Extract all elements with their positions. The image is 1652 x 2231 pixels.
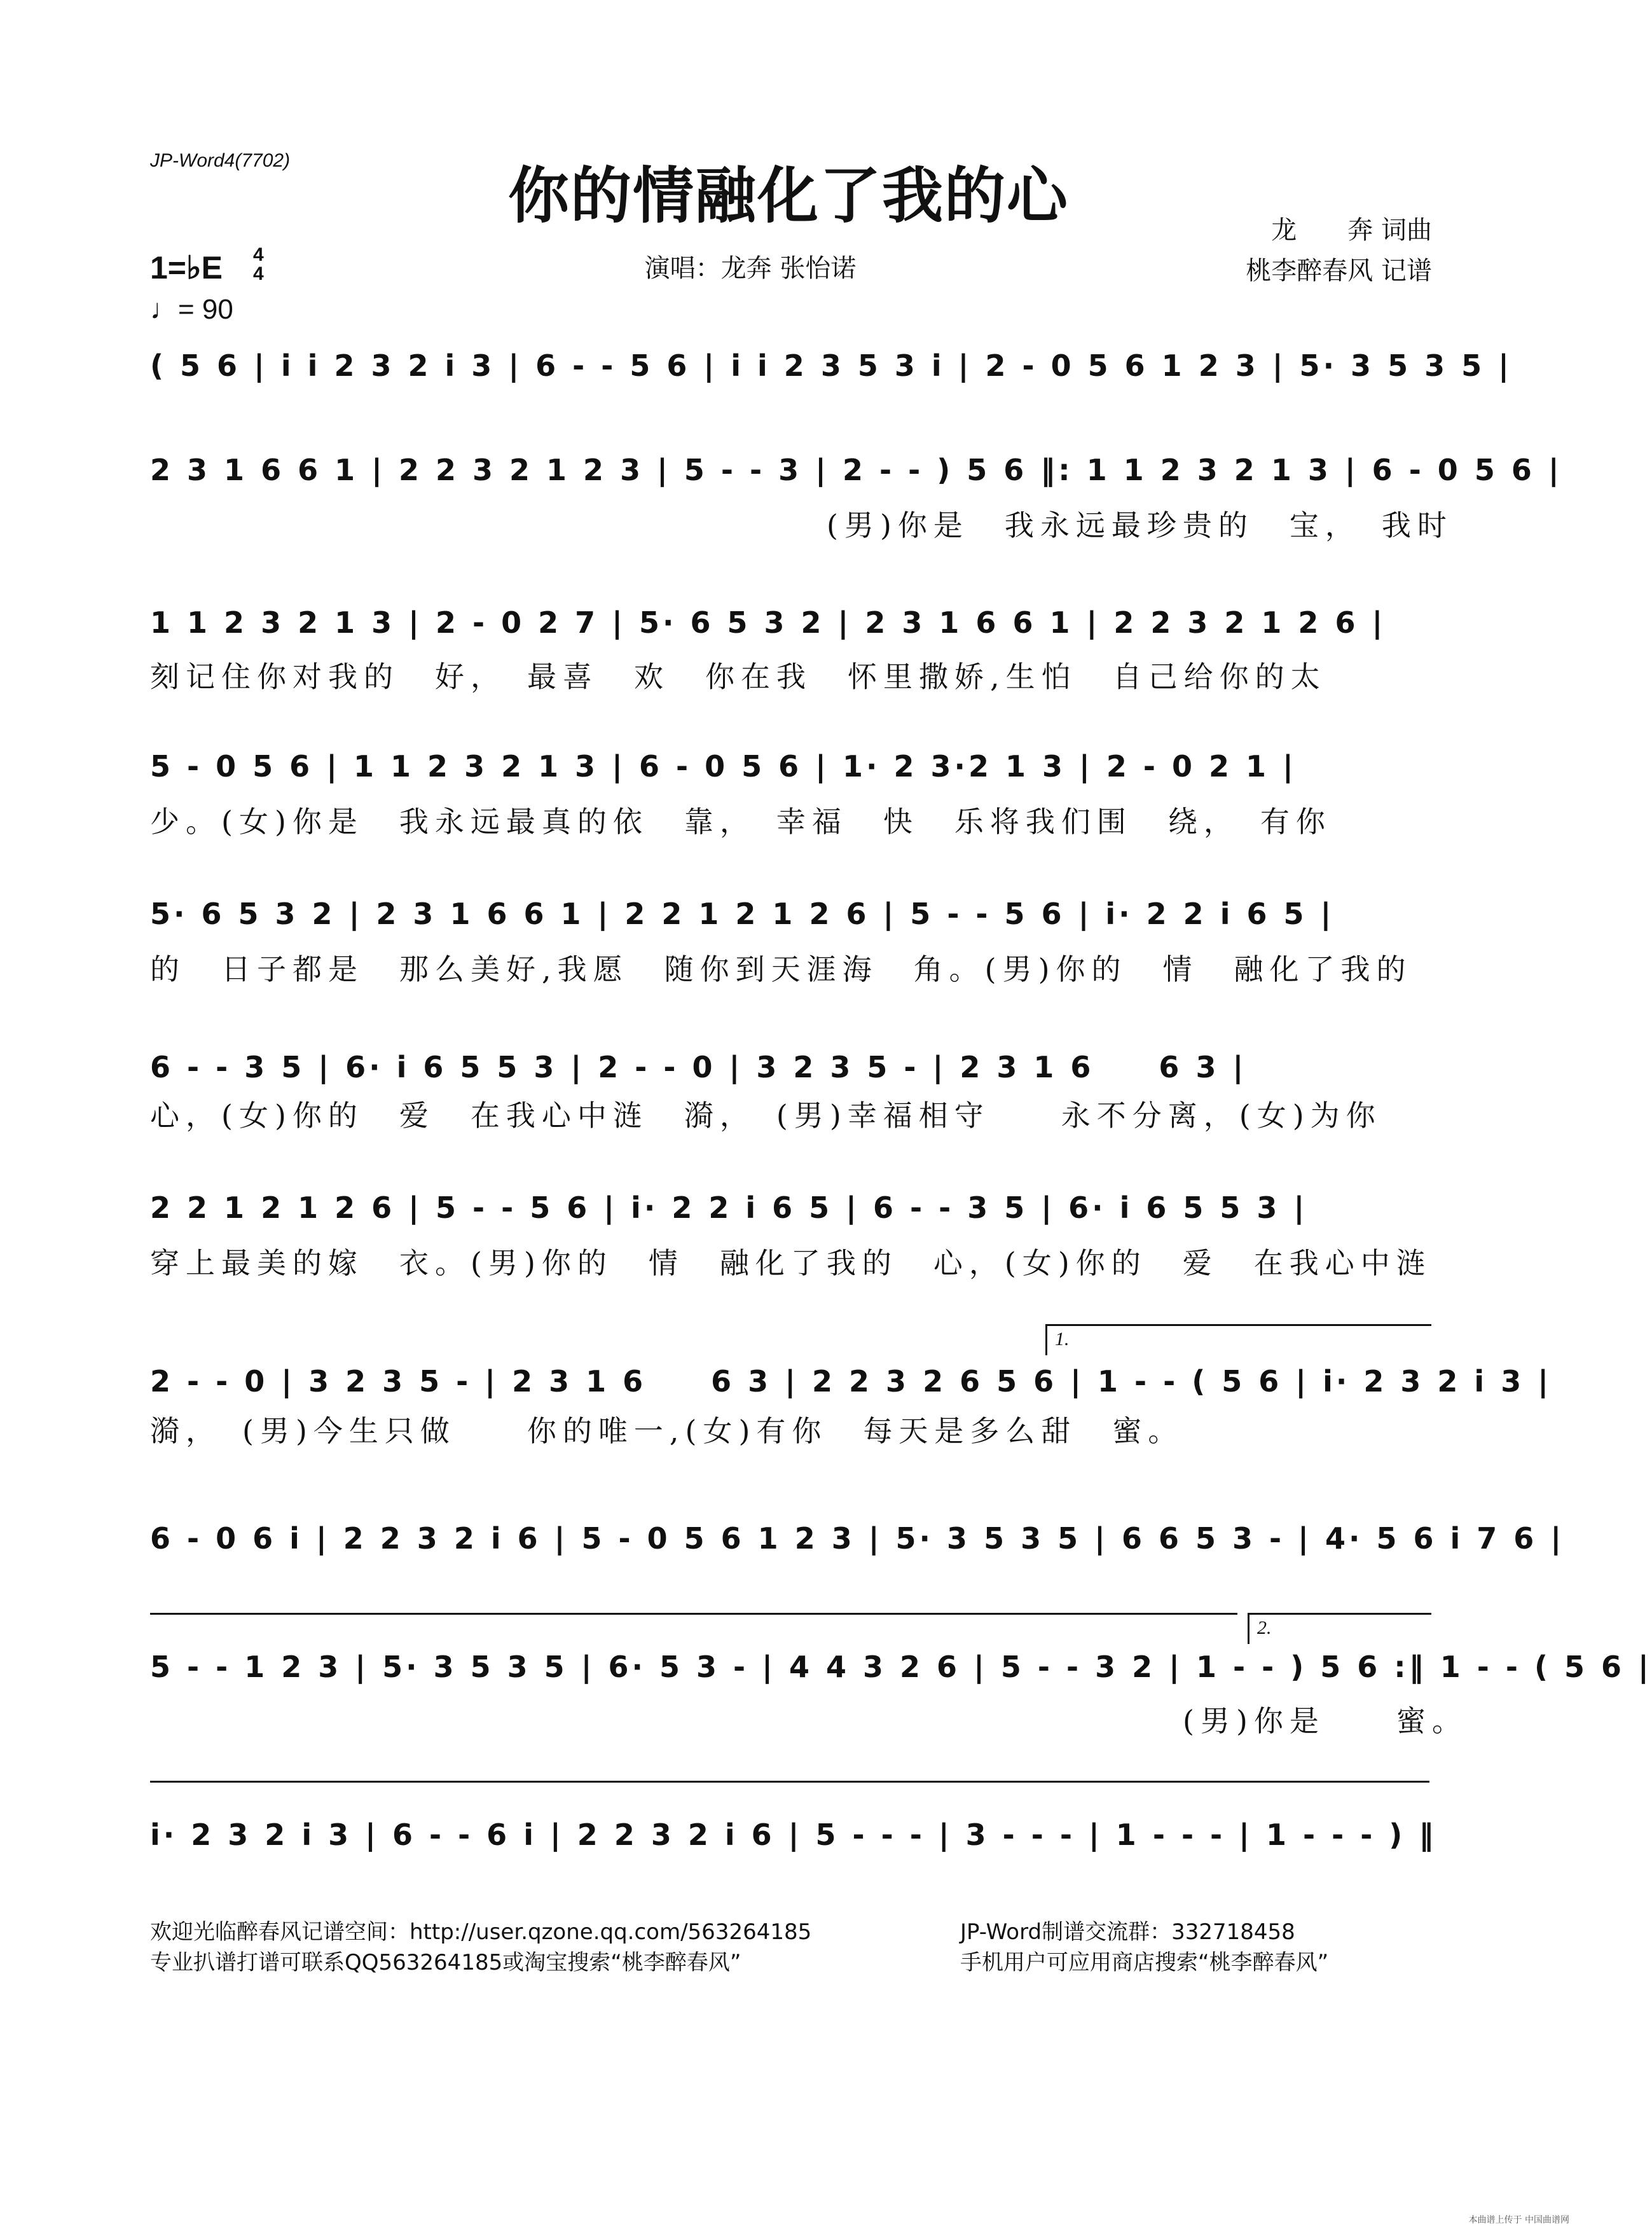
watermark: 本曲谱上传于 中国曲谱网 bbox=[1468, 2215, 1569, 2225]
system-7-lyrics: 穿上最美的嫁 衣。(男)你的 情 融化了我的 心，(女)你的 爱 在我心中涟 bbox=[150, 1246, 1432, 1280]
system-4-notes: 5 - 0 5 6 | 1 1 2 3 2 1 3 | 6 - 0 5 6 | 1· 2 3·2 1 3 | 2 - 0 2 1 | bbox=[150, 749, 1297, 784]
system-9-notes: 6 - 0 6 i | 2 2 3 2 i 6 | 5 - 0 5 6 1 2 3 | 5· 3 5 3 5 | 6 6 5 3 - | 4· 5 6 i 7 6 | bbox=[150, 1521, 1565, 1556]
system-7-notes: 2 2 1 2 1 2 6 | 5 - - 5 6 | i· 2 2 i 6 5 | 6 - - 3 5 | 6· i 6 5 5 3 | bbox=[150, 1191, 1308, 1225]
system-8-notes: 2 - - 0 | 3 2 3 5 - | 2 3 1 6 6 3 | 2 2 3 2 6 5 6 | 1 - - ( 5 6 | i· 2 3 2 i 3 | bbox=[150, 1364, 1552, 1399]
system-3-notes: 1 1 2 3 2 1 3 | 2 - 0 2 7 | 5· 6 5 3 2 | 2 3 1 6 6 1 | 2 2 3 2 1 2 6 | bbox=[150, 605, 1386, 640]
volta-second-ending bbox=[1248, 1613, 1431, 1644]
footer-qq-group: JP-Word制谱交流群：332718458 bbox=[960, 1919, 1295, 1945]
system-2-notes: 2 3 1 6 6 1 | 2 2 3 2 1 2 3 | 5 - - 3 | 2 - - ) 5 6 ‖: 1 1 2 3 2 1 3 | 6 - 0 5 6 | bbox=[150, 453, 1562, 487]
volta-first-ending bbox=[1045, 1324, 1431, 1355]
system-10-notes: 5 - - 1 2 3 | 5· 3 5 3 5 | 6· 5 3 - | 4 4 3 2 6 | 5 - - 3 2 | 1 - - ) 5 6 :‖ 1 - - ( 5 6 | bbox=[150, 1650, 1652, 1684]
volta-first-ending-continued bbox=[150, 1613, 1237, 1644]
transcriber: 桃李醉春风 记谱 bbox=[1246, 256, 1432, 286]
software-label: JP-Word4(7702) bbox=[150, 150, 291, 171]
lyricist-composer: 龙 奔 词曲 bbox=[1271, 216, 1432, 245]
volta-second-ending-continued bbox=[150, 1781, 1429, 1812]
footer-website: 欢迎光临醉春风记谱空间：http://user.qzone.qq.com/563264185 bbox=[150, 1919, 812, 1945]
system-10-lyrics: (男)你是 蜜。 bbox=[150, 1704, 1468, 1738]
system-5-lyrics: 的 日子都是 那么美好,我愿 随你到天涯海 角。(男)你的 情 融化了我的 bbox=[150, 952, 1412, 986]
system-11-notes: i· 2 3 2 i 3 | 6 - - 6 i | 2 2 3 2 i 6 | 5 - - - | 3 - - - | 1 - - - | 1 - - - ) ‖ bbox=[150, 1818, 1437, 1852]
system-8-lyrics: 漪， (男)今生只做 你的唯一,(女)有你 每天是多么甜 蜜。 bbox=[150, 1414, 1184, 1448]
time-signature bbox=[253, 245, 264, 284]
system-5-notes: 5· 6 5 3 2 | 2 3 1 6 6 1 | 2 2 1 2 1 2 6 | 5 - - 5 6 | i· 2 2 i 6 5 | bbox=[150, 897, 1335, 931]
time-sig-top: 4 bbox=[253, 244, 264, 265]
system-6-notes: 6 - - 3 5 | 6· i 6 5 5 3 | 2 - - 0 | 3 2 3 5 - | 2 3 1 6 6 3 | bbox=[150, 1050, 1247, 1084]
system-1-notes: ( 5 6 | i i 2 3 2 i 3 | 6 - - 5 6 | i i 2 3 5 3 i | 2 - 0 5 6 1 2 3 | 5· 3 5 3 5 | bbox=[150, 349, 1512, 383]
footer-contact: 专业扒谱打谱可联系QQ563264185或淘宝搜索“桃李醉春风” bbox=[150, 1950, 741, 1975]
key-signature: 1=♭E bbox=[150, 250, 223, 286]
footer-mobile: 手机用户可应用商店搜索“桃李醉春风” bbox=[960, 1950, 1329, 1975]
system-6-lyrics: 心，(女)你的 爱 在我心中涟 漪， (男)幸福相守 永不分离，(女)为你 bbox=[150, 1098, 1382, 1133]
tempo-marking: ♩= 90 bbox=[150, 294, 233, 325]
volta-first-label: 1. bbox=[1055, 1329, 1070, 1350]
song-title: 你的情融化了我的心 bbox=[508, 160, 1069, 231]
time-sig-bottom: 4 bbox=[253, 263, 264, 284]
volta-second-label: 2. bbox=[1257, 1617, 1272, 1638]
system-2-lyrics: (男)你是 我永远最珍贵的 宝， 我时 bbox=[150, 508, 1453, 542]
system-3-lyrics: 刻记住你对我的 好， 最喜 欢 你在我 怀里撒娇,生怕 自己给你的太 bbox=[150, 660, 1326, 694]
system-4-lyrics: 少。(女)你是 我永远最真的依 靠， 幸福 快 乐将我们围 绕， 有你 bbox=[150, 805, 1332, 839]
singers: 演唱：龙奔 张怡诺 bbox=[644, 254, 857, 283]
